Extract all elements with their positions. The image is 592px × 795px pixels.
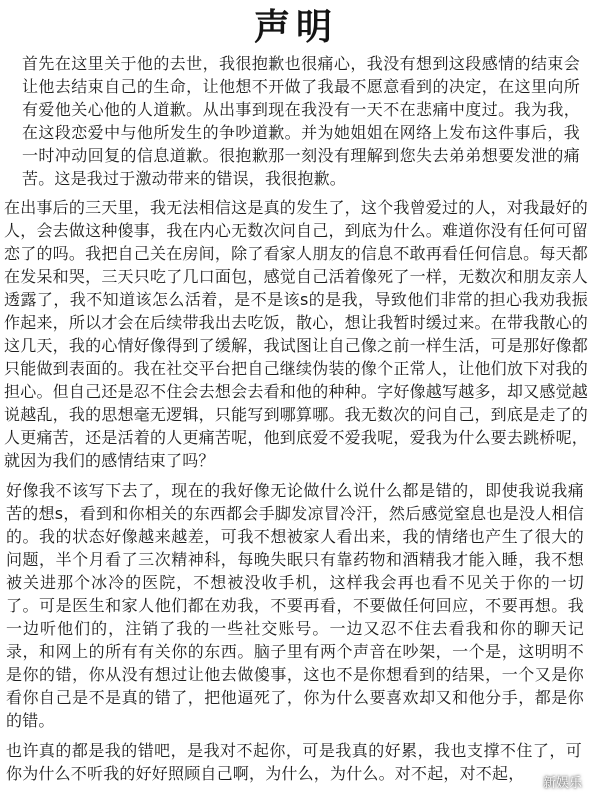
watermark (521, 772, 582, 791)
document-title: 声明 (253, 7, 338, 48)
logo-icon (521, 773, 539, 791)
paragraph-3: 好像我不该写下去了，现在的我好像无论做什么说什么都是错的，即使我说我痛苦的想s，看到和你相关的东西都会手脚发凉冒冷汗，然后感觉窒息也是没人相信的。我的状态好像越来越差，可我不想被家人看出来，我的情绪也产生了很大的问题，半个月看了三次精神科，每晚失眠只有靠药物和酒精我才能入睡，我不想被关进那个冰冷的医院，不想被没收手机，这样我会再也看不见关于你的一切了。可是医生和家人他们都在劝我，不要再看，不要做任何回应，不要再想。我一边听他们的，注销了我的一些社交账号。一边又忍不住去看我和你的聊天记录，和网上的所有有关你的东西。脑子里有两个声音在吵架，一个是，这明明不是你的错，你从没有想过让他去做傻事，这也不是你想看到的结果，一个又是你看你自己是不是真的错了，把他逼死了，你为什么要喜欢却又和他分手，都是你的错。 (6, 481, 584, 730)
paragraph-2: 在出事后的三天里，我无法相信这是真的发生了，这个我曾爱过的人，对我最好的人，会去做这种傻事，我在内心无数次问自己，到底为什么。难道你没有任何可留恋了的吗。我把自己关在房间，除了看家人朋友的信息不敢再看任何信息。每天都在发呆和哭，三天只吃了几口面包，感觉自己活着像死了一样，无数次和朋友亲人透露了，我不知道该怎么活着，是不是该s的是我，导致他们非常的担心我劝我振作起来，所以才会在后续带我出去吃饭，散心，想让我暂时缓过来。在带我散心的这几天，我的心情好像得到了缓解，我试图让自己像之前一样生活，可是那好像都只能做到表面的。我在社交平台把自己继续伪装的像个正常人，让他们放下对我的担心。但自己还是忍不住会去想会去看和他的种种。字好像越写越多，却又感觉越说越乱，我的思想毫无逻辑，只能写到哪算哪。我无数次的问自己，到底是走了的人更痛苦，还是活着的人更痛苦呢，他到底爱不爱我呢，爱我为什么要去跳桥呢，就因为我们的感情结束了吗？ (4, 198, 588, 470)
watermark-text: 新娱乐 (542, 776, 582, 791)
paragraph-1: 首先在这里关于他的去世，我很抱歉也很痛心，我没有想到这段感情的结束会让他去结束自己的生命，让他想不开做了我最不愿意看到的决定，在这里向所有爱他关心他的人道歉。从出事到现在我没有一天不在悲痛中度过。我为我，在这段恋爱中与他所发生的争吵道歉。并为她姐姐在网络上发布这件事后，我一时冲动回复的信息道歉。很抱歉那一刻没有理解到您失去弟弟想要发泄的痛苦。这是我过于激动带来的错误，我很抱歉。 (22, 54, 580, 188)
paragraph-4: 也许真的都是我的错吧，是我对不起你，可是我真的好累，我也支撑不住了，可你为什么不听我的好好照顾自己啊，为什么，为什么。对不起，对不起， (6, 741, 582, 783)
